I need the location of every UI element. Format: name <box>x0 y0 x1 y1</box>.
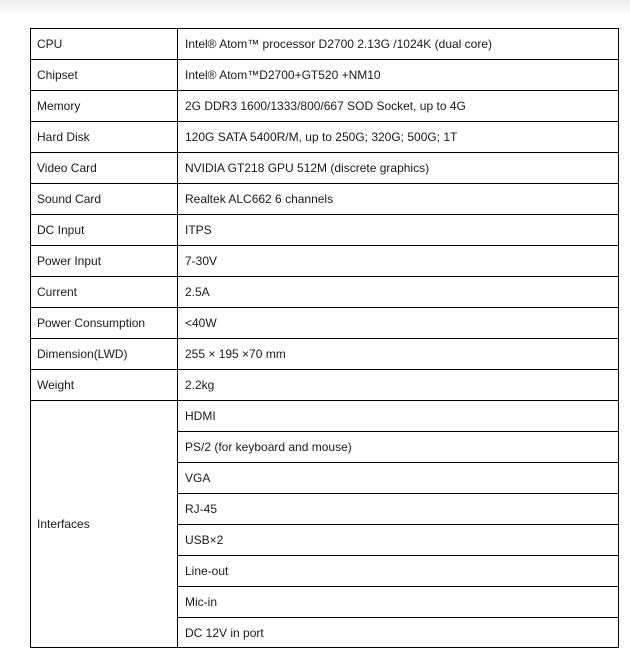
row-divider <box>30 59 619 60</box>
spec-label: Power Consumption <box>37 316 146 330</box>
interface-divider <box>177 586 619 587</box>
row-divider <box>30 245 619 246</box>
row-divider <box>30 276 619 277</box>
row-divider <box>30 121 619 122</box>
interface-item: PS/2 (for keyboard and mouse) <box>185 440 352 454</box>
spec-label: Power Input <box>37 254 102 268</box>
row-divider <box>30 307 619 308</box>
spec-label: DC Input <box>37 223 85 237</box>
spec-value: ITPS <box>185 223 212 237</box>
spec-value: 2.5A <box>185 285 210 299</box>
interface-item: HDMI <box>185 409 216 423</box>
spec-label: Hard Disk <box>37 130 90 144</box>
spec-value: Intel® Atom™ processor D2700 2.13G /1024K (dual core) <box>185 37 493 51</box>
spec-value: 7-30V <box>185 254 218 268</box>
interface-divider <box>177 431 619 432</box>
interface-divider <box>177 617 619 618</box>
interface-item: DC 12V in port <box>185 626 264 640</box>
spec-label: CPU <box>37 37 63 51</box>
interfaces-label: Interfaces <box>37 517 90 531</box>
spec-label: Chipset <box>37 68 78 82</box>
interface-item: VGA <box>185 471 211 485</box>
spec-label: Weight <box>37 378 75 392</box>
interface-item: Mic-in <box>185 595 217 609</box>
spec-value: NVIDIA GT218 GPU 512M (discrete graphics) <box>185 161 430 175</box>
row-divider <box>30 183 619 184</box>
interface-divider <box>177 493 619 494</box>
row-divider <box>30 400 619 401</box>
row-divider <box>30 369 619 370</box>
interface-divider <box>177 555 619 556</box>
spec-label: Dimension(LWD) <box>37 347 128 361</box>
row-divider <box>30 214 619 215</box>
row-divider <box>30 90 619 91</box>
interface-divider <box>177 462 619 463</box>
spec-label: Sound Card <box>37 192 102 206</box>
row-divider <box>30 338 619 339</box>
spec-value: 120G SATA 5400R/M, up to 250G; 320G; 500G; 1T <box>185 130 458 144</box>
spec-label: Current <box>37 285 78 299</box>
spec-value: 255 × 195 ×70 mm <box>185 347 286 361</box>
top-shadow <box>0 0 630 16</box>
spec-label: Memory <box>37 99 81 113</box>
spec-label: Video Card <box>37 161 97 175</box>
spec-value: Realtek ALC662 6 channels <box>185 192 334 206</box>
interface-item: USB×2 <box>185 533 224 547</box>
interface-divider <box>177 524 619 525</box>
spec-value: 2G DDR3 1600/1333/800/667 SOD Socket, up to 4G <box>185 99 466 113</box>
interface-item: RJ-45 <box>185 502 218 516</box>
spec-value: 2.2kg <box>185 378 215 392</box>
spec-value: Intel® Atom™D2700+GT520 +NM10 <box>185 68 381 82</box>
interface-item: Line-out <box>185 564 229 578</box>
spec-value: <40W <box>185 316 217 330</box>
row-divider <box>30 152 619 153</box>
